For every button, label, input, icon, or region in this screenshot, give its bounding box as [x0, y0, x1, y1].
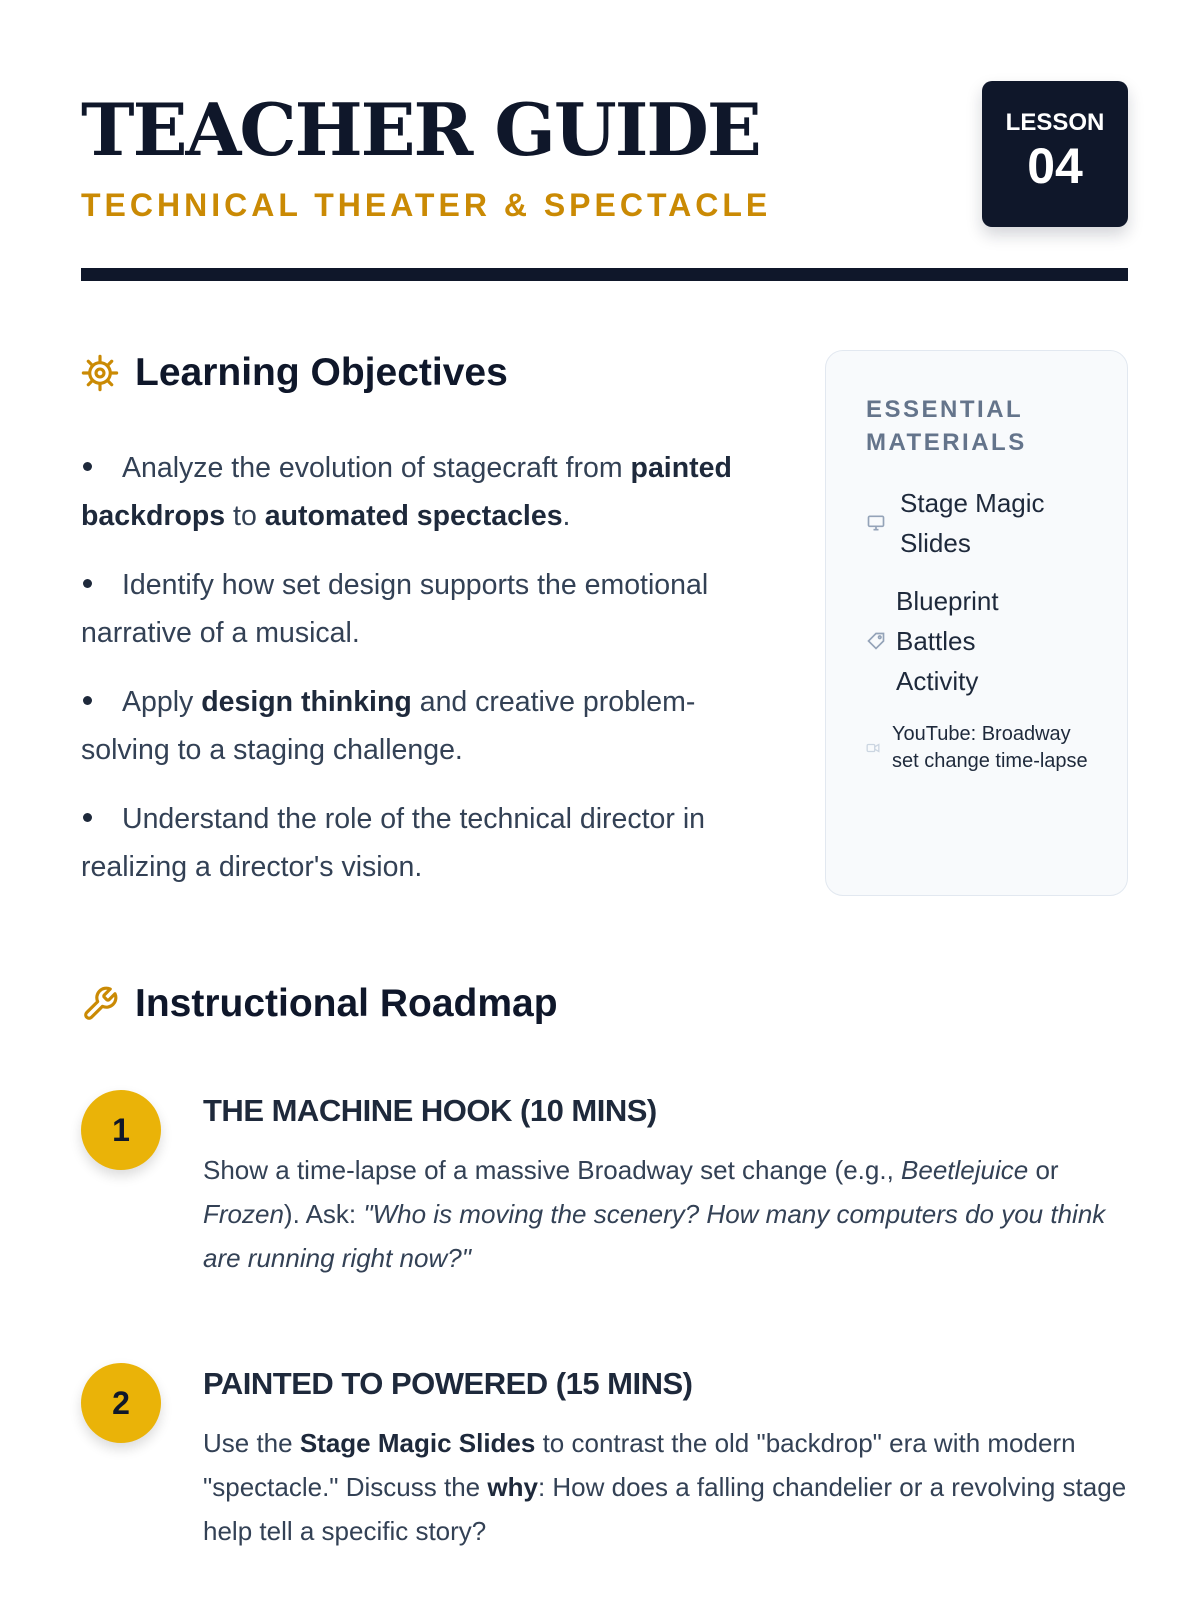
step-text: Use the [203, 1428, 300, 1458]
page-title: TEACHER GUIDE [81, 87, 760, 172]
step-text: or [1028, 1155, 1059, 1185]
step-quote: "Who is moving the scenery? How many computers do you think are running right now?" [203, 1199, 1106, 1273]
materials-title: ESSENTIAL MATERIALS [866, 396, 1027, 456]
step-description [203, 1421, 1128, 1553]
objective-item [81, 678, 761, 774]
objective-item [81, 795, 761, 891]
lesson-badge [982, 81, 1128, 227]
step-text: to contrast the old "backdrop" era with modern "spectacle." Discuss the [203, 1428, 1076, 1502]
step-emphasis: why [487, 1472, 538, 1502]
monitor-icon [866, 513, 886, 533]
bullet [83, 696, 92, 705]
video-icon [866, 741, 880, 755]
material-item-slides[interactable] [866, 483, 1080, 563]
step-number-badge: 2 [81, 1363, 161, 1443]
bullet [83, 462, 92, 471]
step-text: Show a time-lapse of a massive Broadway set change (e.g., [203, 1155, 902, 1185]
header-divider [81, 268, 1128, 281]
objective-text: and creative problem-solving to a staging challenge. [81, 686, 696, 766]
objective-text: Analyze the evolution of stagecraft from [122, 452, 631, 484]
step-title: PAINTED TO POWERED (15 MINS) [203, 1366, 693, 1401]
objective-emphasis: automated spectacles [264, 500, 563, 532]
lesson-number: 04 [1027, 138, 1083, 194]
objective-text: Apply [122, 686, 202, 718]
lesson-label: LESSON [1005, 109, 1105, 136]
roadmap-heading [81, 981, 558, 1027]
objective-text: Identify how set design supports the emotional narrative of a musical. [81, 569, 709, 649]
objectives-heading [81, 350, 508, 396]
bullet [83, 813, 92, 822]
step-description [203, 1148, 1128, 1280]
wrench-icon [81, 985, 119, 1023]
material-label: Blueprint Battles Activity [896, 586, 999, 696]
step-number-badge: 1 [81, 1090, 161, 1170]
step-text: ). Ask: [283, 1199, 364, 1229]
step-italic: Beetlejuice [901, 1155, 1029, 1185]
step-text: : How does a falling chandelier or a revolving stage help tell a specific story? [203, 1472, 1127, 1546]
objective-item [81, 444, 761, 540]
roadmap-title: Instructional Roadmap [135, 982, 558, 1025]
material-item-activity[interactable] [866, 581, 1036, 701]
material-label: YouTube: Broadway set change time-lapse [892, 723, 1088, 772]
objectives-title: Learning Objectives [135, 351, 508, 394]
teacher-guide-page [81, 0, 1128, 1600]
essential-materials-card [825, 350, 1128, 896]
step-italic: Frozen [203, 1199, 284, 1229]
bullet [83, 579, 92, 588]
objective-item [81, 561, 761, 657]
step-emphasis: Stage Magic Slides [299, 1428, 536, 1458]
objective-emphasis: painted backdrops [81, 452, 732, 532]
objective-text: Understand the role of the technical director in realizing a director's vision. [81, 803, 705, 883]
tag-icon [866, 631, 886, 651]
page-subtitle: TECHNICAL THEATER & SPECTACLE [81, 187, 772, 223]
step-title: THE MACHINE HOOK (10 MINS) [203, 1093, 657, 1128]
objectives-list [81, 444, 761, 912]
objective-text: . [562, 500, 571, 532]
material-item-video[interactable] [866, 721, 1092, 775]
objective-emphasis: design thinking [201, 686, 412, 718]
objective-text: to [225, 500, 265, 532]
material-label: Stage Magic Slides [900, 488, 1045, 558]
gear-icon [81, 354, 119, 392]
